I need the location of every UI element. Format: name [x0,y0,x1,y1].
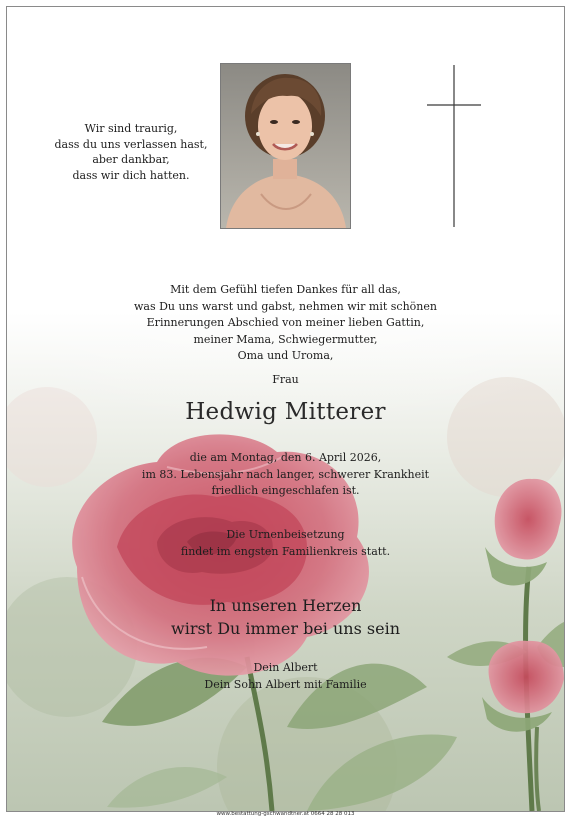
salutation: Frau [272,373,299,386]
verse-line: Wir sind traurig, [84,122,178,135]
signer-line: Dein Sohn Albert mit Familie [204,677,367,691]
portrait-photo [220,63,351,229]
memorial-verse [41,121,221,183]
burial-line: Die Urnenbeisetzung [226,528,345,541]
intro-text [7,282,564,365]
details-line: die am Montag, den 6. April 2026, [189,451,382,464]
parte-card [6,6,565,812]
signer-line: Dein Albert [253,661,318,674]
intro-line: Oma und Uroma, [237,349,334,362]
verse-line: dass du uns verlassen hast, [54,137,208,151]
intro-line: Erinnerungen Abschied von meiner lieben Gattin, [146,316,425,329]
motto-line: wirst Du immer bei uns sein [171,619,400,638]
deceased-name: Hedwig Mitterer [185,399,386,425]
verse-line: aber dankbar, [92,153,170,166]
intro-line: Mit dem Gefühl tiefen Dankes für all das, [170,283,401,296]
burial-notice [7,527,564,560]
details-line: friedlich eingeschlafen ist. [211,484,360,497]
intro-line: was Du uns warst und gabst, nehmen wir mit schönen [134,299,437,313]
cross-icon [427,65,481,227]
footer-contact: www.bestattung-gschwandtner.at 0664 28 28 013 [216,811,355,817]
motto-line: In unseren Herzen [209,596,362,615]
intro-line: meiner Mama, Schwiegermutter, [193,332,378,346]
details-line: im 83. Lebensjahr nach langer, schwerer Krankheit [141,467,430,481]
verse-line: dass wir dich hatten. [72,168,190,182]
memorial-motto [7,594,564,640]
burial-line: findet im engsten Familienkreis statt. [180,544,391,558]
death-details [7,450,564,500]
signers [7,660,564,693]
